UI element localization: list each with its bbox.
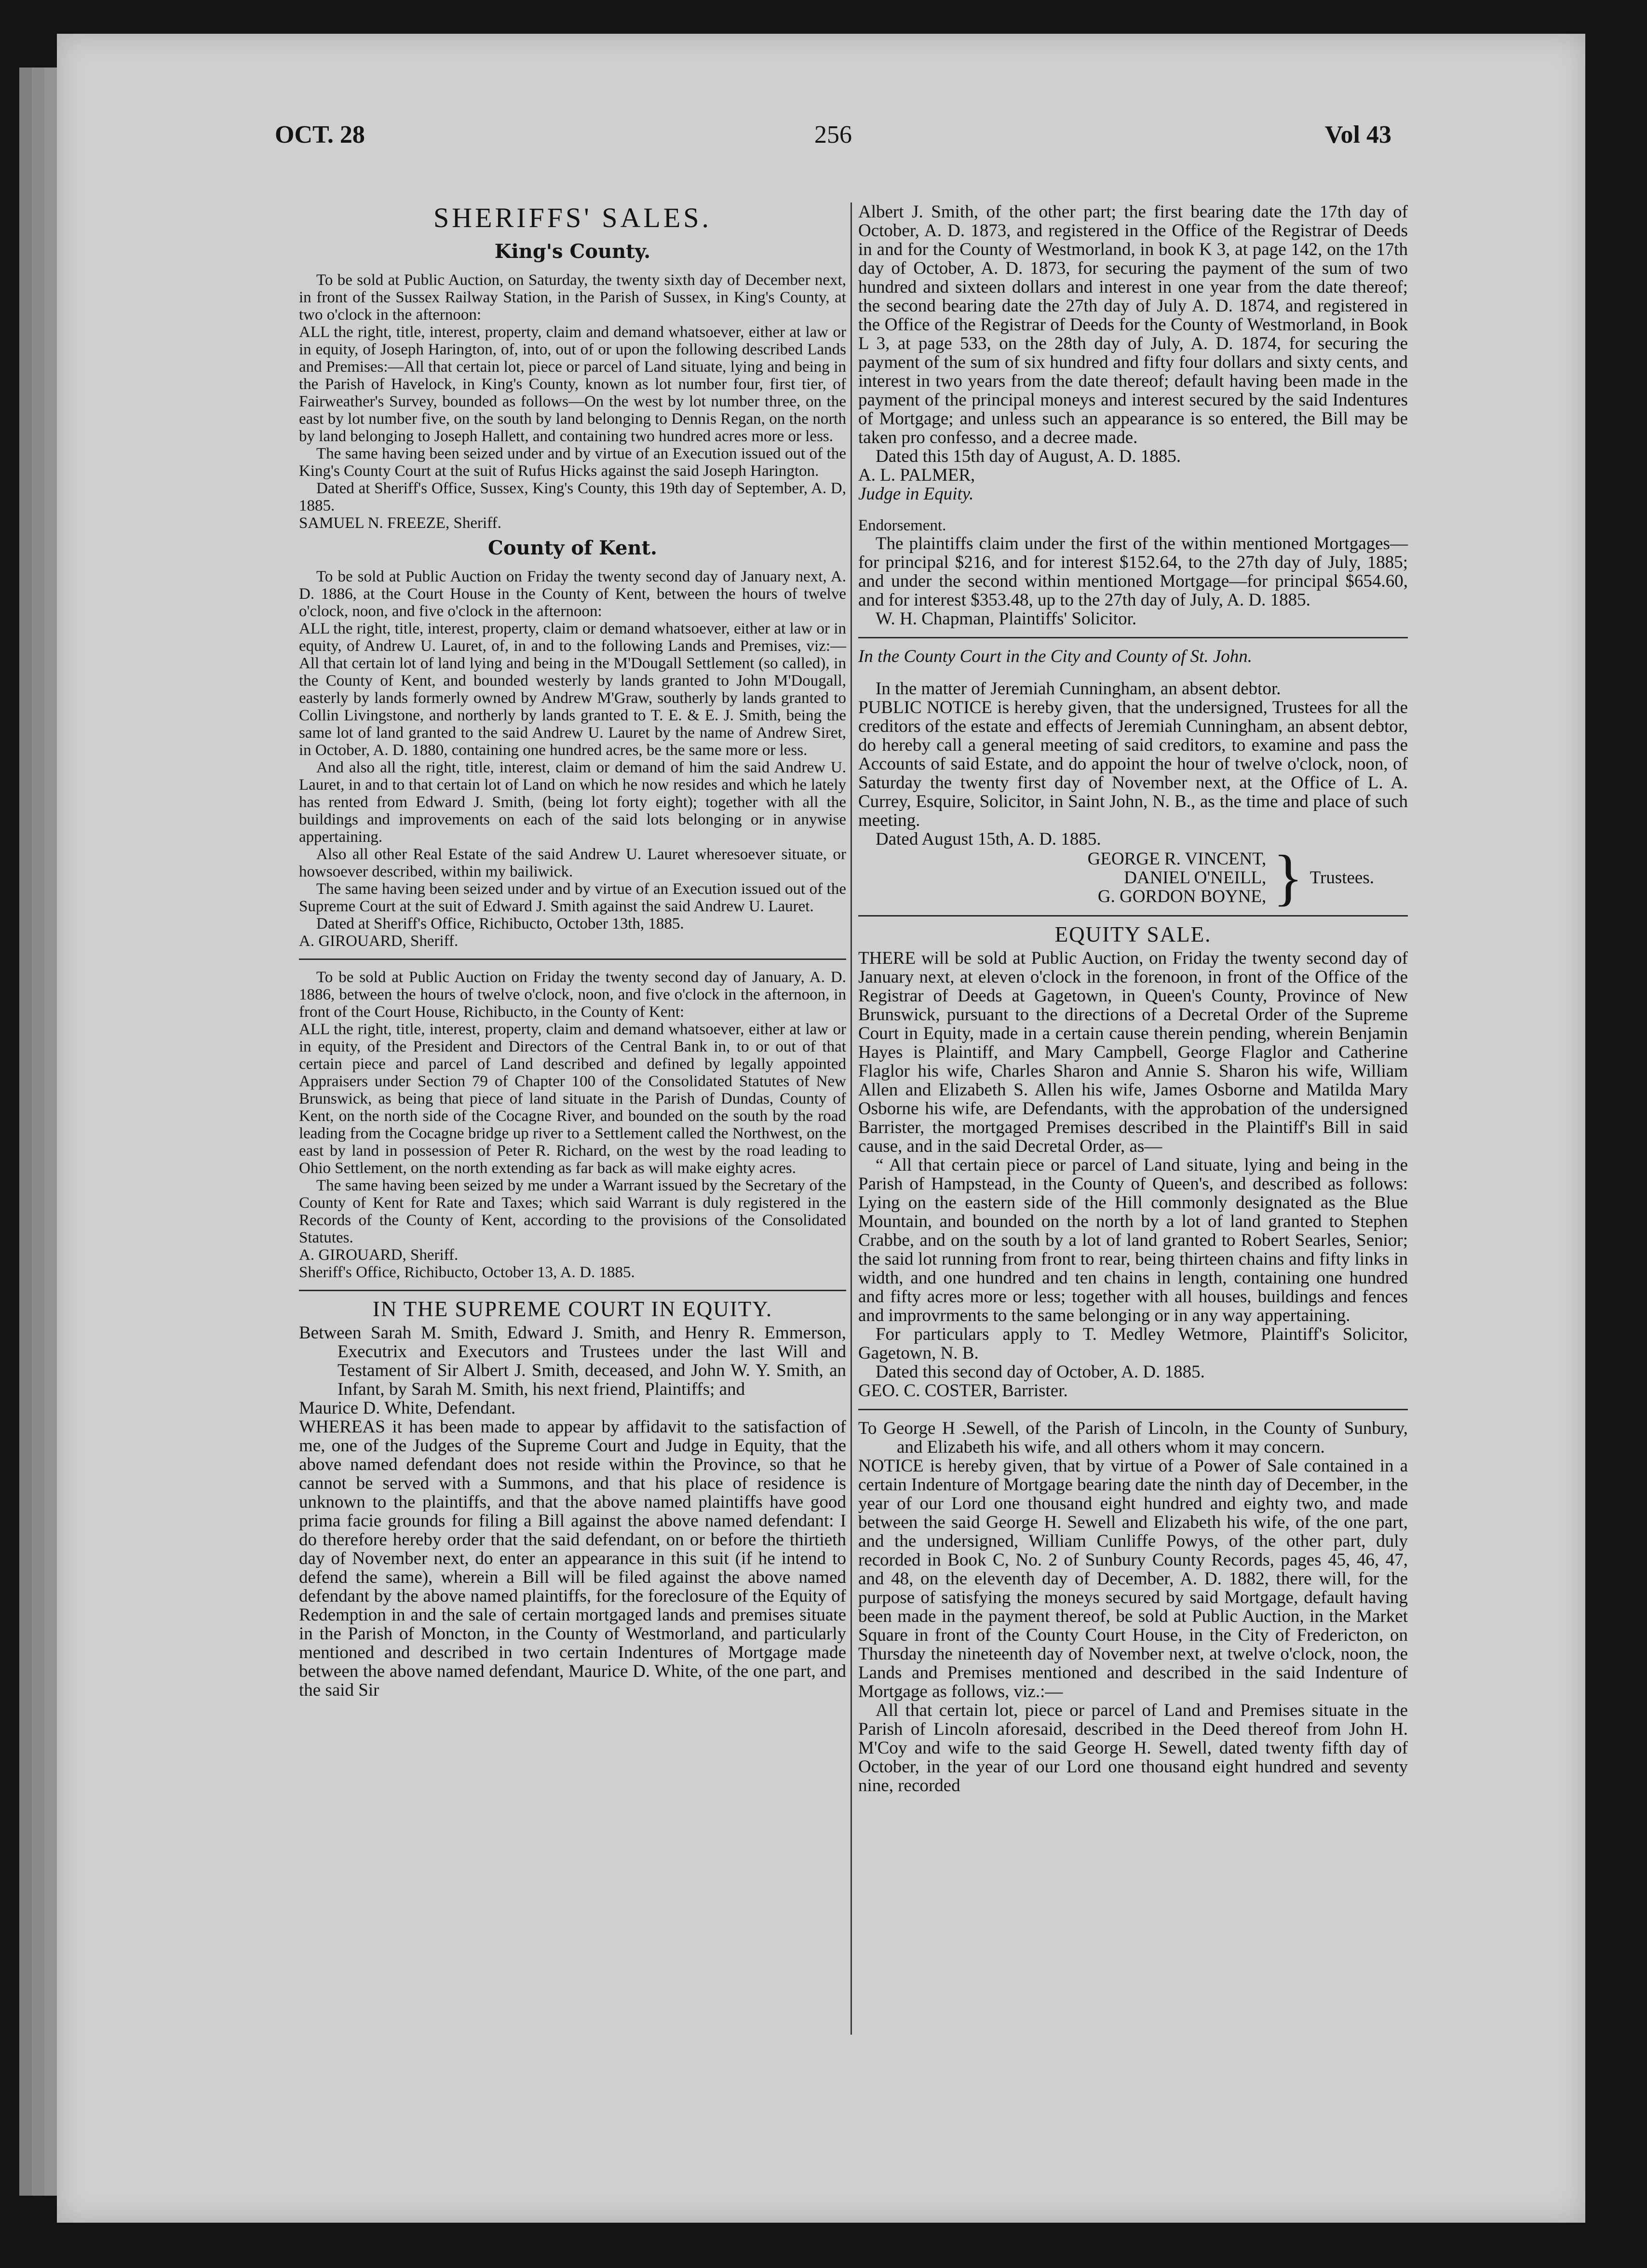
endorsement-heading: Endorsement. — [858, 517, 946, 534]
mortgage-notice-body: NOTICE is hereby given, that by virtue of a Power of Sale contained in a certain Indenture of Mortgage bearing date the ninth day of December, in the year of our Lord one thousand eight hundred and eighty two, and made between the said George H. Sewell and Elizabeth his wife, of the one part, and the undersigned, William Cunliffe Powys, of the other part, duly recorded in Book C, No. 2 of Sunbury County Records, pages 45, 46, 47, and 48, on the eleventh day of December, A. D. 1882, there will, for the purpose of satisfying the moneys secured by said Mortgage, default having been made in the payment thereof, be sold at Public Auction, in the Market Square in front of the County Court House, in the City of Fredericton, on Thursday the nineteenth day of November next, at twelve o'clock, noon, the Lands and Premises mentioned and described in the said Indenture of Mortgage as follows, viz.:— — [858, 1456, 1408, 1701]
kent-bank-body: ALL the right, title, interest, property, claim and demand whatsoever, either at law or in equity, of the President and Directors of the Central Bank in, to or out of that certain piece and parcel of Land described and defined by legally appointed Appraisers under Section 79 of Chapter 100 of the Consolidated Statutes of New Brunswick, as being that piece of land situate in the Parish of Dundas, County of Kent, on the north side of the Cocagne River, and bounded on the south by the road leading from the Cocagne bridge up river to a Settlement called the Northwest, on the east by land in possession of Peter R. Richard, on the west by the road leading to Ohio Settlement, on the north extending as far back as will make eighty acres. — [299, 1021, 846, 1177]
right-column — [858, 202, 1408, 1795]
kings-county-seized: The same having been seized under and by virtue of an Execution issued out of the King's County Court at the suit of Rufus Hicks against the said Joseph Harington. — [299, 445, 846, 480]
kings-county-dated: Dated at Sheriff's Office, Sussex, King's County, this 19th day of September, A. D, 1885. — [299, 480, 846, 514]
trustee-name: GEORGE R. VINCENT, — [1087, 849, 1267, 869]
equity-sale-dated: Dated this second day of October, A. D. 1885. — [876, 1362, 1205, 1382]
county-kent-body: ALL the right, title, interest, property, claim or demand whatsoever, either at law or in equity, of Andrew U. Lauret, of, in and to the following Lands and Premises, viz:—All that certain lot of land lying and being in the M'Dougall Settlement (so called), in the County of Kent, and bounded westerly by lands granted to John M'Dougall, easterly by lands formerly owned by Andrew M'Graw, southerly by lands granted to Collin Livingstone, and northerly by lands granted to T. E. & E. J. Smith, being the same lot of land granted to the said Andrew U. Lauret by the name of Andrew Siret, in October, A. D. 1880, containing one hundred acres, be the same more or less. — [299, 620, 846, 759]
county-kent-also1: And also all the right, title, interest, claim or demand of him the said Andrew U. Lauret, in and to that certain lot of Land on which he now resides and which he lately has rented from Edward J. Smith, (being lot forty eight); together with all the buildings and improvements on each of the said lots belonging or in anywise appertaining. — [299, 759, 846, 846]
kings-county-signature: SAMUEL N. FREEZE, Sheriff. — [299, 514, 501, 532]
section-rule — [858, 1409, 1408, 1410]
county-kent-also2: Also all other Real Estate of the said Andrew U. Lauret wheresoever situate, or howsoever described, within my bailiwick. — [299, 846, 846, 880]
section-rule — [299, 958, 846, 960]
equity-sale-heading: EQUITY SALE. — [1054, 922, 1212, 946]
county-kent-seized: The same having been seized under and by virtue of an Execution issued out of the Supreme Court at the suit of Edward J. Smith against the said Andrew U. Lauret. — [299, 880, 846, 915]
public-notice-body: PUBLIC NOTICE is hereby given, that the undersigned, Trustees for all the creditors of the estate and effects of Jeremiah Cunningham, an absent debtor, do hereby call a general meeting of said creditors, to examine and pass the Accounts of said Estate, and do appoint the hour of twelve o'clock, noon, of Saturday the twenty first day of November next, at the Office of L. A. Currey, Esquire, Solicitor, in Saint John, N. B., as the time and place of such meeting. — [858, 698, 1408, 830]
kent-bank-seized: The same having been seized by me under a Warrant issued by the Secretary of the County of Kent for Rate and Taxes; which said Warrant is duly registered in the Records of the County of Kent, according to the provisions of the Consolidated Statutes. — [299, 1177, 846, 1246]
trustee-name: DANIEL O'NEILL, — [1124, 867, 1267, 888]
kings-county-heading: King's County. — [494, 240, 651, 263]
endorsement-body: The plaintiffs claim under the first of the within mentioned Mortgages—for principal $216, and for interest $152.64, to the 27th day of July, 1885; and under the second within mentioned Mortgage—for principal $654.60, and for interest $353.48, up to the 27th day of July, A. D. 1885. — [858, 534, 1408, 610]
public-notice-dated: Dated August 15th, A. D. 1885. — [876, 829, 1101, 849]
page-number: 256 — [814, 121, 852, 148]
equity-sale-signature: GEO. C. COSTER, Barrister. — [858, 1381, 1068, 1401]
supreme-court-order-continued: Albert J. Smith, of the other part; the first bearing date the 17th day of October, A. D. 1873, and registered in the Office of the Registrar of Deeds in and for the County of Westmorland, in book K 3, at page 142, on the 17th day of October, A. D. 1873, for securing the payment of the sum of two hundred and sixteen dollars and interest in one year from the date thereof; the second bearing date the 27th day of July A. D. 1874, and registered in the Office of the Registrar of Deeds for the County of Westmorland, in Book L 3, at page 533, on the 28th day of July, A. D. 1874, for securing the payment of the sum of six hundred and fifty four dollars and sixty cents, and interest in two years from the date thereof; default having been made in the payment of the principal moneys and interest secured by the said Indentures of Mortgage; and unless such an appearance is so entered, the Bill may be taken pro confesso, and a decree made. — [858, 202, 1408, 447]
county-kent-intro: To be sold at Public Auction on Friday the twenty second day of January next, A. D. 1886, at the Court House in the County of Kent, between the hours of twelve o'clock, noon, and five o'clock in the afternoon: — [299, 568, 846, 620]
trustee-name: G. GORDON BOYNE, — [1097, 886, 1267, 906]
section-rule — [299, 1290, 846, 1291]
county-kent-dated: Dated at Sheriff's Office, Richibucto, October 13th, 1885. — [316, 915, 684, 932]
county-kent-heading: County of Kent. — [488, 537, 657, 559]
kent-bank-signature: A. GIROUARD, Sheriff. — [299, 1246, 459, 1264]
trustees-block — [858, 843, 1408, 912]
mortgage-notice-addressee: To George H .Sewell, of the Parish of Lincoln, in the County of Sunbury, and Elizabeth his wife, and all others whom it may concern. — [858, 1418, 1408, 1457]
equity-sale-body: THERE will be sold at Public Auction, on Friday the twenty second day of January next, at eleven o'clock in the forenoon, in front of the Office of the Registrar of Deeds at Gagetown, in Queen's County, Province of New Brunswick, pursuant to the directions of a Decretal Order of the Supreme Court in Equity, made in a certain cause therein pending, wherein Benjamin Hayes is Plaintiff, and Mary Campbell, George Flaglor and Catherine Flaglor his wife, Charles Sharon and Annie S. Sharon his wife, William Allen and Elizabeth S. Allen his wife, James Osborne and Matilda Mary Osborne his wife, are Defendants, with the approbation of the undersigned Barrister, the mortgaged Premises described in the Plaintiff's Bill in said cause, and in the said Decretal Order, as— — [858, 948, 1408, 1156]
judge-name: A. L. PALMER, — [858, 465, 975, 485]
page-stack-edge — [19, 68, 33, 2196]
kings-county-intro: To be sold at Public Auction, on Saturday, the twenty sixth day of December next, in front of the Sussex Railway Station, in the Parish of Sussex, in King's County, at two o'clock in the afternoon: — [299, 271, 846, 324]
volume-number: Vol 43 — [1324, 121, 1391, 148]
absent-debtor-matter: In the matter of Jeremiah Cunningham, an absent debtor. — [876, 679, 1281, 699]
supreme-court-dated: Dated this 15th day of August, A. D. 1885. — [876, 446, 1181, 466]
issue-date: OCT. 28 — [275, 121, 365, 148]
page-stack-edge — [44, 68, 58, 2196]
left-column — [299, 202, 846, 1700]
judge-title: Judge in Equity. — [858, 484, 974, 504]
kent-bank-dated: Sheriff's Office, Richibucto, October 13, A. D. 1885. — [299, 1264, 635, 1281]
brace-glyph: } — [1273, 843, 1303, 912]
kent-bank-intro: To be sold at Public Auction on Friday the twenty second day of January, A. D. 1886, between the hours of twelve o'clock, noon, and five o'clock in the afternoon, in front of the Court House, Richibucto, in the County of Kent: — [299, 969, 846, 1021]
trustees-label: Trustees. — [1310, 867, 1374, 888]
equity-sale-particulars: For particulars apply to T. Medley Wetmore, Plaintiff's Solicitor, Gagetown, N. B. — [858, 1324, 1408, 1363]
page-header — [275, 116, 1391, 164]
section-rule — [858, 915, 1408, 917]
kings-county-body: ALL the right, title, interest, property, claim and demand whatsoever, either at law or in equity, of Joseph Harington, of, into, out of or upon the following described Lands and Premises:—All that certain lot, piece or parcel of Land situate, lying and being in the Parish of Havelock, in King's County, known as lot number four, first tier, of Fairweather's Survey, bounded as follows—On the west by lot number three, on the east by lot number five, on the south by land belonging to Dennis Regan, on the north by land belonging to Joseph Hallett, and containing two hundred acres more or less. — [299, 324, 846, 445]
supreme-court-order: WHEREAS it has been made to appear by affidavit to the satisfaction of me, one of the Judges of the Supreme Court and Judge in Equity, that the above named defendant does not reside within the Province, so that he cannot be served with a Summons, and that his place of residence is unknown to the plaintiffs, and that the above named plaintiffs have good prima facie grounds for filing a Bill against the above named defendant: I do therefore hereby order that the said defendant, on or before the thirtieth day of November next, do enter an appearance in this suit (if he intend to defend the same), wherein a Bill will be filed against the above named defendant by the above named plaintiffs, for the foreclosure of the Equity of Redemption in and the sale of certain mortgaged lands and premises situate in the Parish of Moncton, in the County of Westmorland, and particularly mentioned and described in two certain Indentures of Mortgage made between the above named defendant, Maurice D. White, of the one part, and the said Sir — [299, 1417, 846, 1700]
mortgage-notice-lot: All that certain lot, piece or parcel of Land and Premises situate in the Parish of Lincoln aforesaid, described in the Deed thereof from John H. M'Coy and wife to the said George H. Sewell, dated twenty fifth day of October, in the year of our Lord one thousand eight hundred and seventy nine, recorded — [858, 1701, 1408, 1796]
county-kent-signature: A. GIROUARD, Sheriff. — [299, 932, 459, 950]
supreme-court-heading: IN THE SUPREME COURT IN EQUITY. — [372, 1297, 773, 1321]
supreme-court-defendant: Maurice D. White, Defendant. — [299, 1398, 516, 1418]
county-court-heading: In the County Court in the City and County of St. John. — [858, 647, 1253, 666]
supreme-court-parties: Between Sarah M. Smith, Edward J. Smith, and Henry R. Emmerson, Executrix and Executors and Trustees under the last Will and Testament of Sir Albert J. Smith, deceased, and John W. Y. Smith, an Infant, by Sarah M. Smith, his next friend, Plaintiffs; and — [299, 1323, 846, 1399]
column-divider — [850, 202, 852, 2035]
equity-sale-description: “ All that certain piece or parcel of Land situate, lying and being in the Parish of Hampstead, in the County of Queen's, and described as follows: Lying on the eastern side of the Hill commonly designated as the Blue Mountain, and bounded on the north by a lot of land granted to Stephen Crabbe, and on the south by a lot of land granted to Robert Searles, Senior; the said lot running from front to rear, being thirteen chains and fifty links in width, and one hundred and ten chains in length, containing one hundred and fifty acres more or less; together with all houses, buildings and fences and improvrments to the same belonging or in any way appertaining. — [858, 1155, 1408, 1325]
plaintiffs-solicitor: W. H. Chapman, Plaintiffs' Solicitor. — [876, 609, 1137, 629]
page-stack-edge — [32, 68, 45, 2196]
sheriffs-sales-title: SHERIFFS' SALES. — [433, 202, 712, 233]
section-rule — [858, 637, 1408, 638]
